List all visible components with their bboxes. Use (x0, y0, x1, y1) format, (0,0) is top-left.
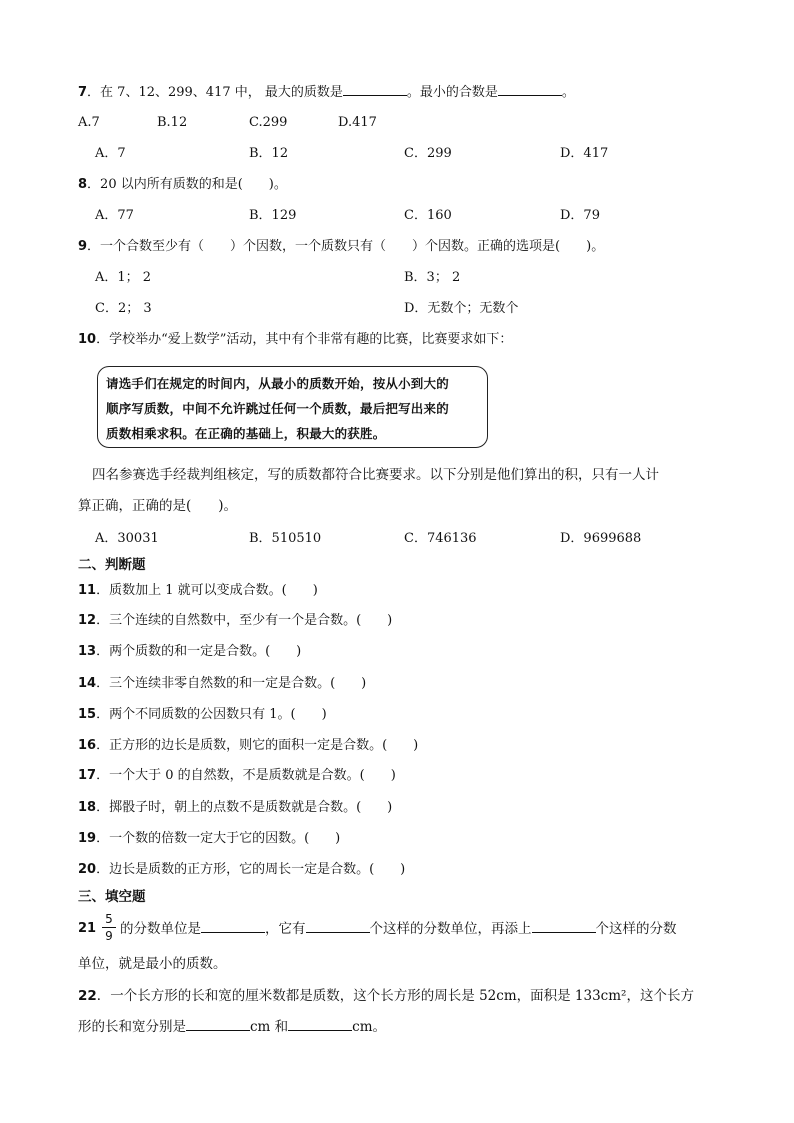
question-stem: ．正方形的边长是质数，则它的面积一定是合数。( ) (96, 738, 419, 753)
question-stem: ．两个不同质数的公因数只有 1。( ) (96, 707, 327, 722)
question-stem: ．一个长方形的长和宽的厘米数都是质数，这个长方形的周长是 52cm，面积是 133cm²，这个长方 (96, 988, 694, 1004)
question-stem: ，它有 (265, 921, 306, 937)
option[interactable]: A．77 (95, 208, 134, 223)
question-number: 22 (78, 988, 97, 1004)
option[interactable]: D．9699688 (560, 531, 642, 546)
question-paragraph: 单位，就是最小的质数。 (78, 956, 227, 972)
question-stem: ．三个连续的自然数中，至少有一个是合数。( ) (96, 613, 393, 628)
judge-question (78, 830, 340, 848)
question-stem: ．20 以内所有质数的和是( )。 (87, 177, 287, 192)
section-title: 三、填空题 (78, 889, 146, 905)
question-stem: ．两个质数的和一定是合数。( ) (96, 644, 302, 659)
judge-question (78, 861, 405, 879)
question-number: 16 (78, 738, 97, 753)
judge-question (78, 737, 418, 755)
question-stem: 形的长和宽分别是 (78, 1019, 186, 1035)
question-number: 20 (78, 862, 97, 877)
question-stem: ．边长是质数的正方形，它的周长一定是合数。( ) (96, 862, 406, 877)
judge-question (78, 799, 392, 817)
option[interactable]: C．2； 3 (95, 301, 152, 316)
question-number: 7 (78, 85, 88, 100)
judge-question (78, 767, 396, 785)
judge-question (78, 643, 301, 661)
judge-question (78, 582, 318, 600)
question-number: 11 (78, 583, 97, 598)
answer-blank[interactable] (201, 920, 265, 933)
question-stem: ．学校举办“爱上数学”活动，其中有个非常有趣的比赛，比赛要求如下： (96, 332, 513, 347)
question-number: 21 (78, 921, 97, 936)
rules-line: 顺序写质数，中间不允许跳过任何一个质数，最后把写出来的 (106, 401, 449, 416)
judge-question (78, 706, 327, 724)
question-stem: 。 (561, 85, 575, 100)
rules-box (97, 366, 488, 448)
fraction-bar (102, 927, 116, 928)
question-number: 10 (78, 332, 97, 347)
question-number: 18 (78, 800, 97, 815)
option[interactable]: A．7 (95, 146, 126, 161)
question-stem: ．质数加上 1 就可以变成合数。( ) (96, 583, 318, 598)
question-22 (78, 987, 694, 1005)
alt-choice: A.7 (78, 115, 100, 130)
question-number: 12 (78, 613, 97, 628)
question-number: 9 (78, 239, 88, 254)
fraction (102, 912, 116, 943)
answer-blank[interactable] (343, 83, 407, 96)
question-stem: ．一个大于 0 的自然数，不是质数就是合数。( ) (96, 768, 396, 783)
question-21 (120, 920, 677, 938)
question-8 (78, 176, 287, 194)
option[interactable]: D．79 (560, 208, 600, 223)
question-number: 14 (78, 676, 97, 691)
answer-blank[interactable] (306, 920, 370, 933)
answer-blank[interactable] (498, 83, 562, 96)
question-number: 8 (78, 177, 88, 192)
question-9 (78, 238, 604, 256)
option[interactable]: B．129 (249, 208, 297, 223)
answer-blank[interactable] (532, 920, 596, 933)
option[interactable]: C．746136 (404, 531, 477, 546)
question-paragraph (78, 1018, 386, 1036)
question-stem: ．掷骰子时，朝上的点数不是质数就是合数。( ) (96, 800, 393, 815)
fraction-numerator: 5 (105, 912, 113, 926)
option[interactable]: D．无数个；无数个 (404, 301, 519, 316)
question-stem: ．一个数的倍数一定大于它的因数。( ) (96, 831, 341, 846)
option[interactable]: B．12 (249, 146, 289, 161)
question-number: 15 (78, 707, 97, 722)
option[interactable]: C．299 (404, 146, 452, 161)
rules-line: 质数相乘求积。在正确的基础上，积最大的获胜。 (106, 426, 386, 441)
option[interactable]: A．30031 (95, 531, 159, 546)
question-10 (78, 331, 512, 349)
question-number: 13 (78, 644, 97, 659)
question-number: 17 (78, 768, 97, 783)
answer-blank[interactable] (186, 1018, 250, 1031)
rules-line: 请选手们在规定的时间内，从最小的质数开始，按从小到大的 (106, 376, 449, 391)
fraction-denominator: 9 (105, 929, 113, 943)
judge-question (78, 612, 392, 630)
option[interactable]: C．160 (404, 208, 452, 223)
alt-choice: C.299 (249, 115, 288, 130)
alt-choice: B.12 (157, 115, 188, 130)
question-paragraph: 四名参赛选手经裁判组核定，写的质数都符合比赛要求。以下分别是他们算出的积，只有一人计 (92, 467, 659, 483)
question-stem: ．一个合数至少有（ ）个因数，一个质数只有（ ）个因数。正确的选项是( )。 (87, 239, 605, 254)
question-stem: cm。 (352, 1019, 387, 1035)
question-paragraph: 算正确，正确的是( )。 (78, 498, 238, 514)
judge-question (78, 675, 366, 693)
question-stem: 个这样的分数 (595, 921, 677, 937)
question-stem: 的分数单位是 (120, 921, 201, 937)
question-stem: 。最小的合数是 (406, 85, 498, 100)
question-stem: ．三个连续非零自然数的和一定是合数。( ) (96, 676, 367, 691)
question-7 (78, 83, 575, 102)
section-title: 二、判断题 (78, 557, 146, 573)
question-number: 19 (78, 831, 97, 846)
option[interactable]: A．1； 2 (95, 270, 152, 285)
option[interactable]: B．510510 (249, 531, 322, 546)
question-stem: cm 和 (250, 1019, 289, 1035)
option[interactable]: D．417 (560, 146, 609, 161)
option[interactable]: B．3； 2 (404, 270, 461, 285)
answer-blank[interactable] (288, 1018, 352, 1031)
alt-choice: D.417 (338, 115, 377, 130)
question-stem: 个这样的分数单位，再添上 (369, 921, 532, 937)
question-stem: ．在 7、12、299、417 中， 最大的质数是 (87, 85, 343, 100)
